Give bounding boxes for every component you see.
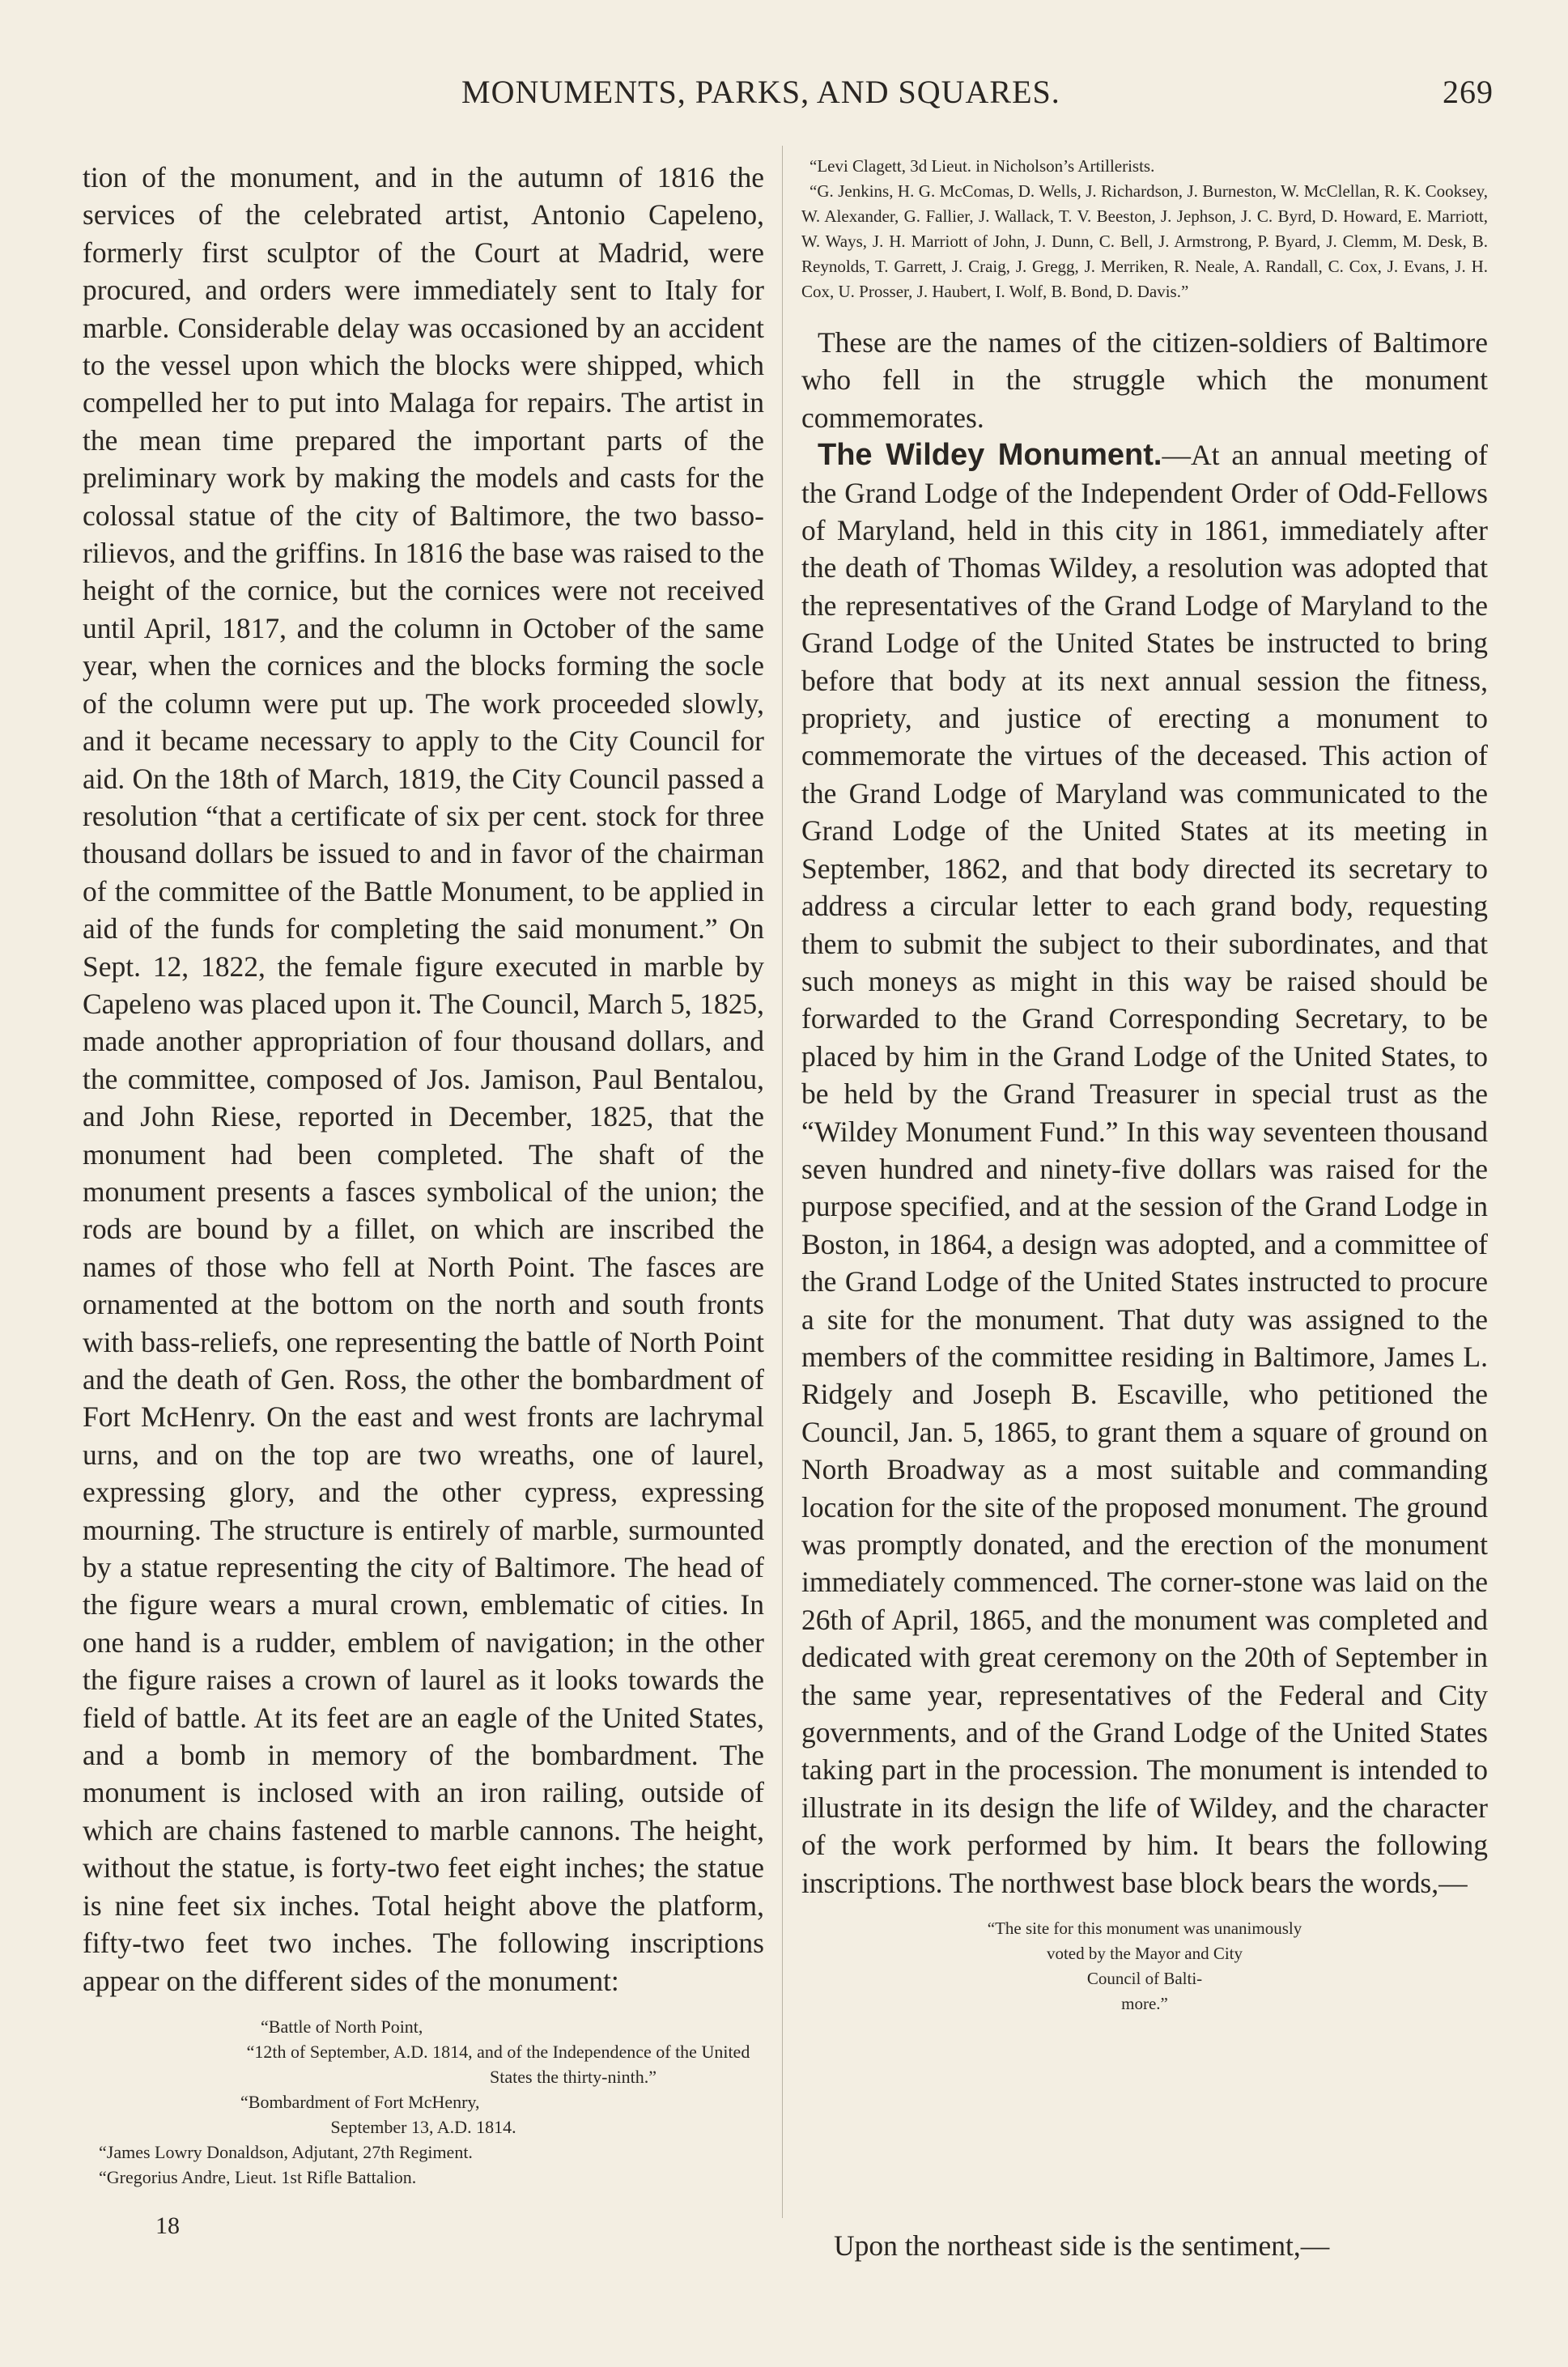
wildey-body: —At an annual meeting of the Grand Lodge of the Independent Order of Odd-Fellows of Maryland, held in this city in 1861, immediately after the death of Thomas Wildey, a resolution was adopted that the representatives of the Grand Lodge of Maryland to the Grand Lodge of the United States be instructed to bring before that body at its next annual session the fitness, propriety, and justice of erecting a monument to commemorate the virtues of the deceased. This action of the Grand Lodge of Maryland was communicated to the Grand Lodge of the United States at its meeting in September, 1862, and that body directed its secretary to address a circular letter to each grand body, requesting them to submit the subject to their subordinates, and that such moneys as might in this way be raised should be forwarded to the Grand Corresponding Secretary, to be placed by him in the Grand Lodge of the United States, to be held by the Grand Treasurer in special trust as the “Wildey Monument Fund.” In this way seventeen thousand seven hundred and ninety-five dollars was raised for the purpose specified, and at the session of the Grand Lodge in Boston, in 1864, a design was adopted, and a committee of the Grand Lodge of the United States instructed to procure a site for the monument. That duty was assigned to the members of the committee residing in Baltimore, James L. Ridgely and Joseph B. Escaville, who petitioned the Council, Jan. 5, 1865, to grant them a square of ground on North Broadway as a most suitable and commanding location for the site of the proposed monument. The ground was promptly donated, and the erection of the monument immediately commenced. The corner-stone was laid on the 26th of April, 1865, and the monument was completed and dedicated with great ceremony on the 20th of September in the same year, representatives of the Federal and City governments, and of the Grand Lodge of the United States taking part in the procession. The monument is intended to illustrate in its design the life of Wildey, and the character of the work performed by him. It bears the following inscriptions. The northwest base block bears the words,—: [801, 439, 1488, 1899]
names-list: [801, 154, 1488, 304]
wildey-paragraph: [801, 436, 1488, 1902]
page-header-title: MONUMENTS, PARKS, AND SQUARES.: [461, 74, 1060, 110]
inscription-line: “Battle of North Point,: [261, 2016, 423, 2037]
quote-line: more.”: [1121, 1994, 1168, 2014]
inscription-line: “Bombardment of Fort McHenry,: [240, 2091, 480, 2112]
inscription-line: “James Lowry Donaldson, Adjutant, 27th Regiment.: [99, 2141, 473, 2162]
inscription-line: September 13, A.D. 1814.: [330, 2116, 516, 2137]
left-body-text: tion of the monument, and in the autumn of 1816 the services of the celebrated artist, Antonio Capeleno, formerly first sculptor of the Court at Madrid, were procured, and orders were immediately sent to Italy for marble. Considerable delay was occasioned by an accident to the vessel upon which the blocks were shipped, which compelled her to put into Malaga for repairs. The artist in the mean time prepared the important parts of the preliminary work by making the models and casts for the colossal statue of the city of Baltimore, the two basso-rilievos, and the griffins. In 1816 the base was raised to the height of the cornice, but the cornices were not received until April, 1817, and the column in October of the same year, when the cornices and the blocks forming the socle of the column were put up. The work proceeded slowly, and it became necessary to apply to the City Council for aid. On the 18th of March, 1819, the City Council passed a resolution “that a certificate of six per cent. stock for three thousand dollars be issued to and in favor of the chairman of the committee of the Battle Monument, to be applied in aid of the funds for completing the said monument.” On Sept. 12, 1822, the female figure executed in marble by Capeleno was placed upon it. The Council, March 5, 1825, made another appropriation of four thousand dollars, and the committee, composed of Jos. Jamison, Paul Bentalou, and John Riese, reported in December, 1825, that the monument had been completed. The shaft of the monument presents a fasces symbolical of the union; the rods are bound by a fillet, on which are inscribed the names of those who fell at North Point. The fasces are ornamented at the bottom on the north and south fronts with bass-reliefs, one representing the battle of North Point and the death of Gen. Ross, the other the bombardment of Fort McHenry. On the east and west fronts are lachrymal urns, and on the top are two wreaths, one of laurel, expressing glory, and the other cypress, expressing mourning. The structure is entirely of marble, surmounted by a statue representing the city of Baltimore. The head of the figure wears a mural crown, emblematic of cities. In one hand is a rudder, emblem of navigation; in the other the figure raises a crown of laurel as it looks towards the field of battle. At its feet are an eagle of the United States, and a bomb in memory of the bombardment. The monument is inclosed with an iron railing, outside of which are chains fastened to marble cannons. The height, without the statue, is forty-two feet eight inches; the statue is nine feet six inches. Total height above the platform, fifty-two feet two inches. The following inscriptions appear on the different sides of the monument:: [83, 161, 764, 1997]
right-column: [801, 154, 1488, 2016]
inscription-line: “Gregorius Andre, Lieut. 1st Rifle Battalion.: [99, 2166, 417, 2187]
names-rest: “G. Jenkins, H. G. McComas, D. Wells, J. Richardson, J. Burneston, W. McClellan, R. K. Cooksey, W. Alexander, G. Fallier, J. Wallack, T. V. Beeston, J. Jephson, J. C. Byrd, D. Howard, E. Marriott, W. Ways, J. H. Marriott of John, J. Dunn, C. Bell, J. Armstrong, P. Byard, J. Clemm, M. Desk, B. Reynolds, T. Garrett, J. Craig, J. Gregg, J. Merriken, R. Neale, A. Randall, C. Cox, J. Evans, J. H. Cox, U. Prosser, J. Haubert, I. Wolf, B. Bond, D. Davis.”: [801, 181, 1488, 301]
column-divider: [782, 146, 783, 2218]
citizen-soldiers-paragraph: These are the names of the citizen-soldiers of Baltimore who fell in the struggle which the monument commemorates.: [801, 326, 1488, 434]
inscription-block: [83, 2014, 764, 2190]
signature-mark: 18: [155, 2212, 180, 2239]
page-number: 269: [1443, 74, 1494, 110]
inscription-line: “12th of September, A.D. 1814, and of the Independence of the United States the thirty-ninth.”: [246, 2041, 750, 2087]
running-header: [81, 73, 1494, 121]
quote-line: “The site for this monument was unanimously: [987, 1919, 1302, 1939]
left-column: [83, 159, 764, 2190]
quote-line: voted by the Mayor and City: [1046, 1944, 1243, 1964]
closing-line: Upon the northeast side is the sentiment,—: [834, 2229, 1330, 2262]
wildey-heading: The Wildey Monument.: [818, 438, 1162, 473]
names-first-line: “Levi Clagett, 3d Lieut. in Nicholson’s Artillerists.: [809, 156, 1155, 176]
northwest-inscription: [801, 1916, 1488, 2016]
quote-line: Council of Balti-: [1086, 1969, 1203, 1989]
